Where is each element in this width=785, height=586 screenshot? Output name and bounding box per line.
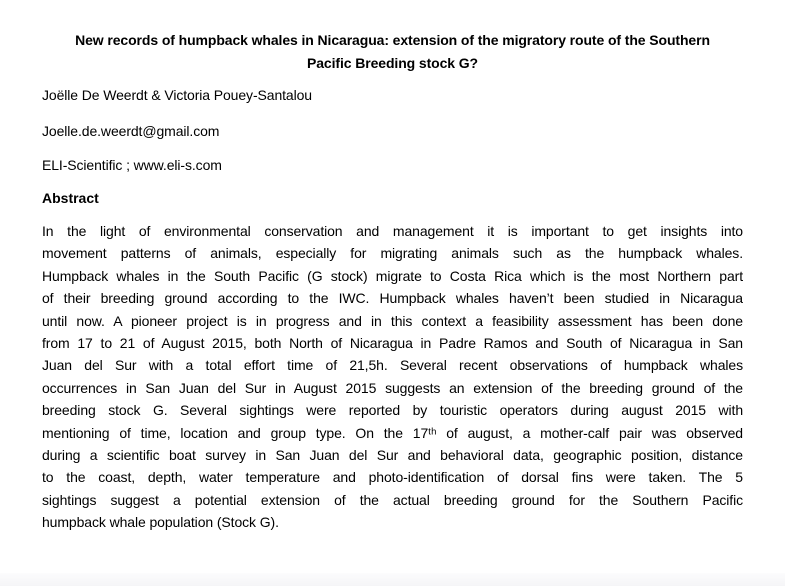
abstract-line: breeding stock G. Several sightings were reported by touristic operators during august 2015 with	[42, 402, 743, 419]
paper-title-line-2: Pacific Breeding stock G?	[307, 55, 478, 71]
page-bottom-edge	[0, 573, 785, 586]
abstract-line: until now. A pioneer project is in progress and in this context a feasibility assessment has been done	[42, 312, 743, 329]
abstract-line: humpback whale population (Stock G).	[42, 514, 279, 531]
authors-line: Joëlle De Weerdt & Victoria Pouey-Santalou	[42, 87, 312, 103]
paper-title-line-1: New records of humpback whales in Nicaragua: extension of the migratory route of the Southern	[75, 32, 710, 48]
abstract-line: Humpback whales in the South Pacific (G stock) migrate to Costa Rica which is the most Northern part	[42, 267, 743, 284]
abstract-line: occurrences in San Juan del Sur in August 2015 suggests an extension of the breeding ground of the	[42, 379, 743, 396]
abstract-heading: Abstract	[42, 190, 99, 206]
abstract-line: movement patterns of animals, especially for migrating animals such as the humpback whales.	[42, 245, 743, 262]
page-content	[42, 0, 743, 533]
paper-title	[42, 0, 743, 75]
abstract-paragraph	[42, 220, 743, 533]
abstract-line: during a scientific boat survey in San Juan del Sur and behavioral data, geographic position, distance	[42, 446, 743, 463]
abstract-line: of their breeding ground according to the IWC. Humpback whales haven’t been studied in Nicaragua	[42, 290, 743, 307]
abstract-line: to the coast, depth, water temperature and photo-identification of dorsal fins were taken. The 5	[42, 469, 743, 486]
abstract-line: from 17 to 21 of August 2015, both North of Nicaragua in Padre Ramos and South of Nicaragua in San	[42, 334, 743, 351]
abstract-line: In the light of environmental conservation and management it is important to get insights into	[42, 223, 743, 239]
email-line: Joelle.de.weerdt@gmail.com	[42, 123, 220, 139]
abstract-line: Juan del Sur with a total effort time of 21,5h. Several recent observations of humpback whales	[42, 357, 743, 374]
affiliation-line: ELI-Scientific ; www.eli-s.com	[42, 157, 222, 173]
abstract-line: mentioning of time, location and group type. On the 17ᵗʰ of august, a mother-calf pair was observed	[42, 424, 743, 441]
abstract-line: sightings suggest a potential extension of the actual breeding ground for the Southern Pacific	[42, 491, 743, 508]
